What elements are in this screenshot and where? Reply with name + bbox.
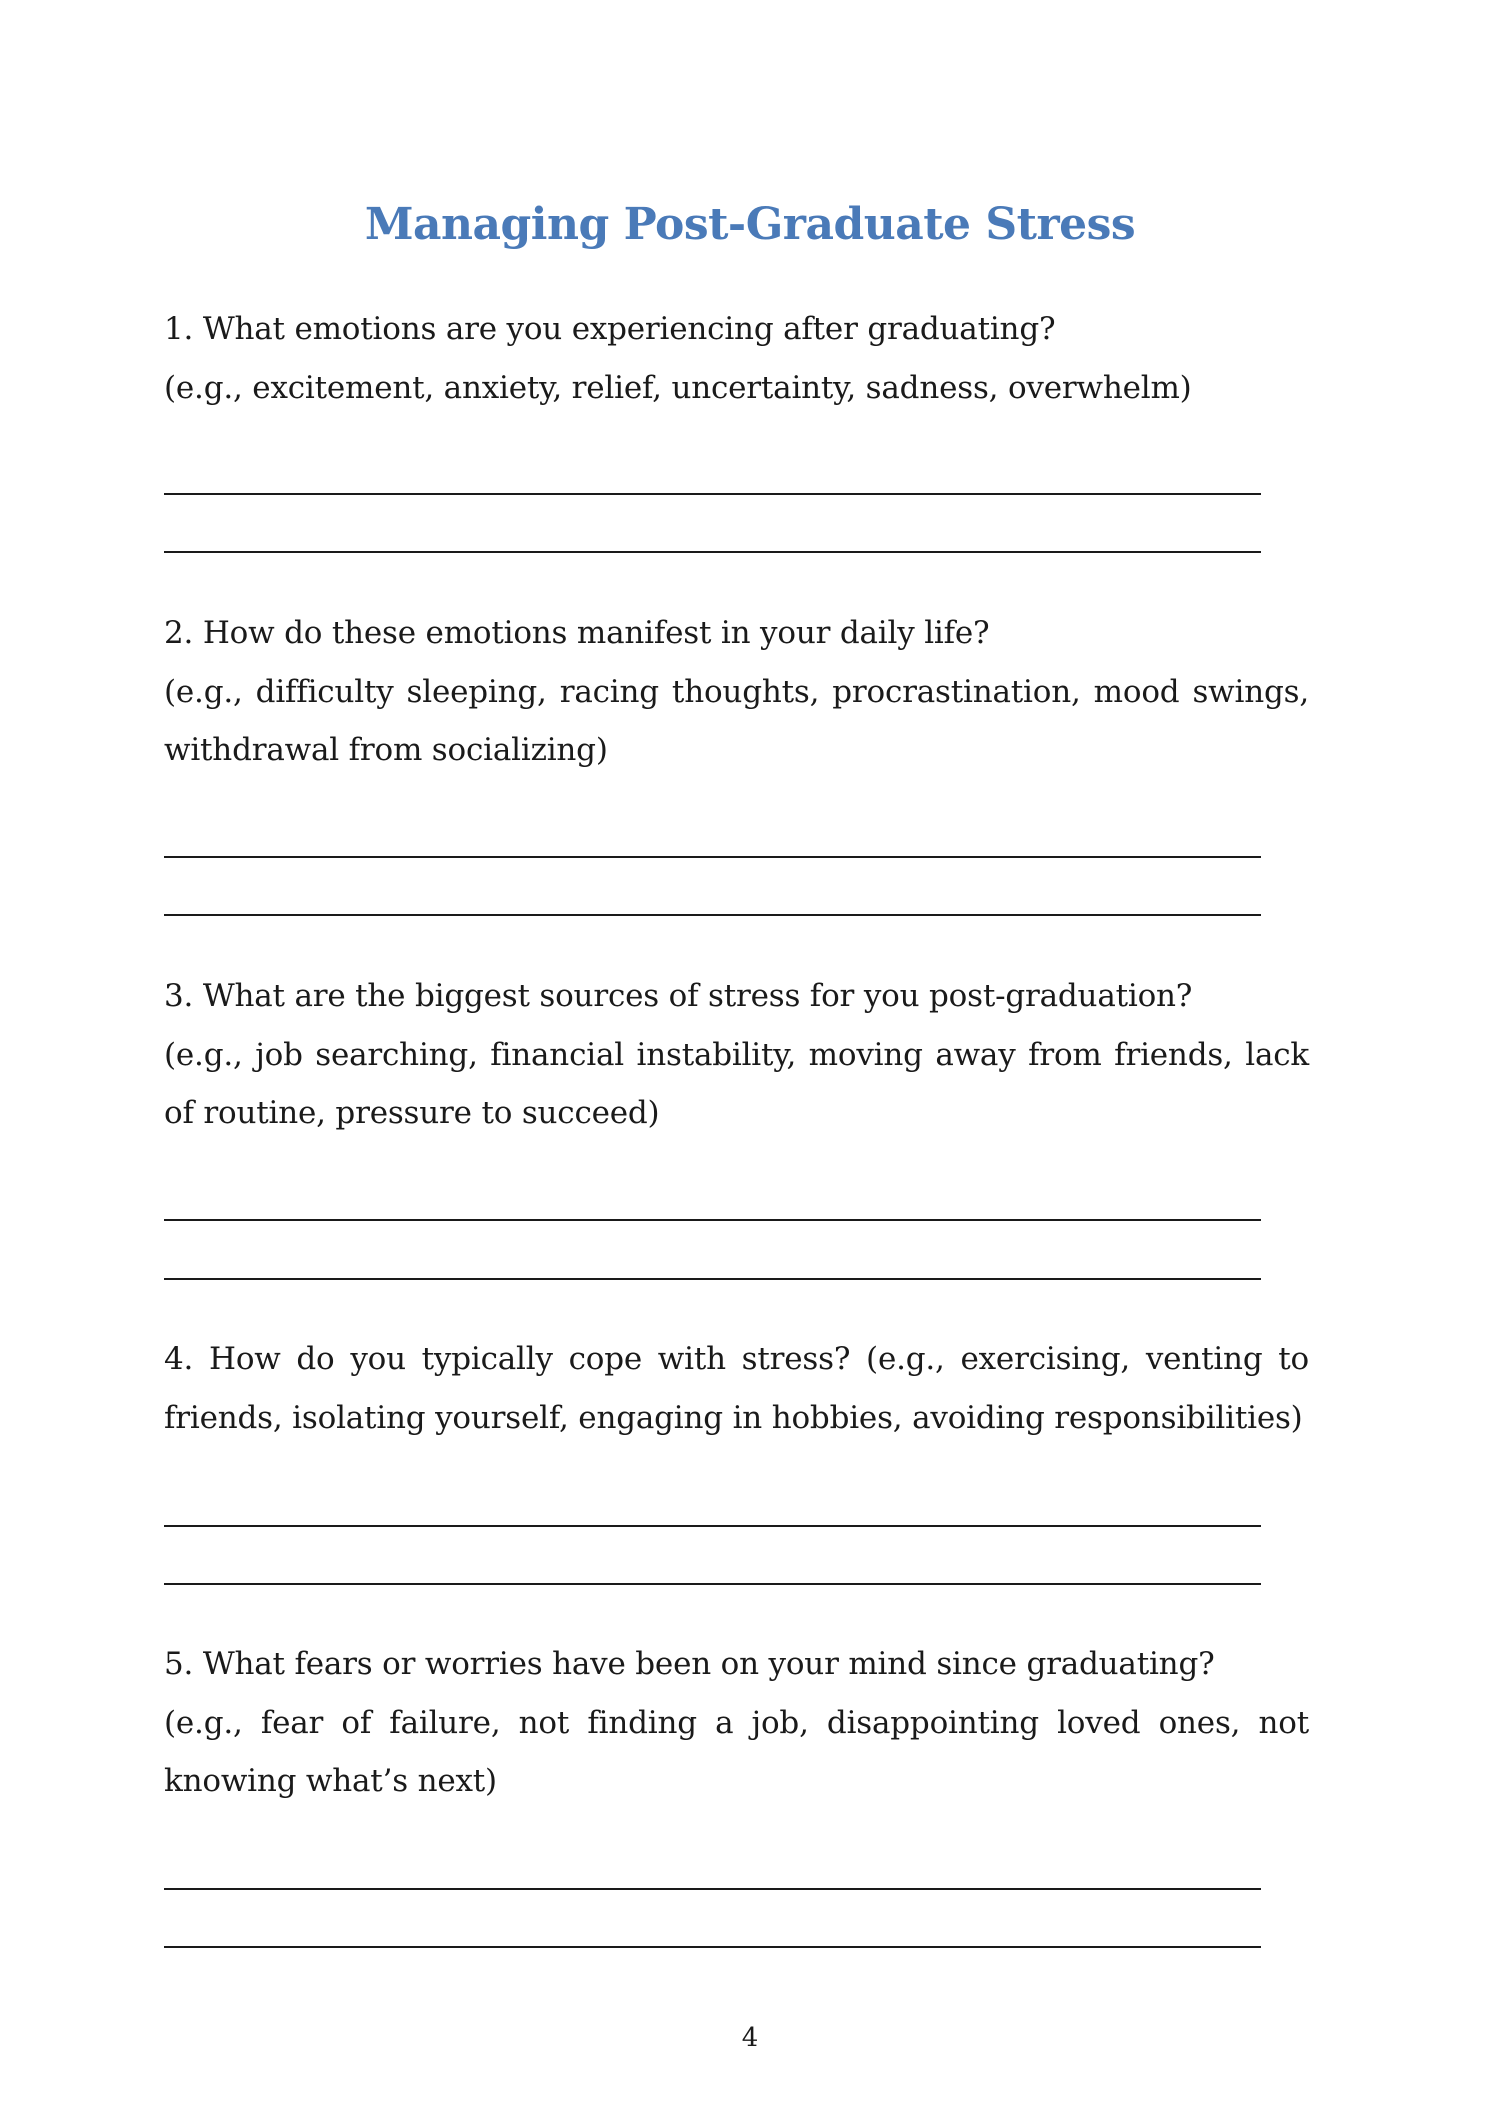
answer-line[interactable] [164,1888,1261,1890]
question-5-text: 5. What fears or worries have been on your mind since graduating? [164,1646,1215,1682]
question-3-text: 3. What are the biggest sources of stress for you post-graduation? [164,978,1193,1014]
question-4 [164,1330,1309,1447]
page-number: 4 [741,2023,759,2053]
answer-line[interactable] [164,1219,1261,1221]
answer-line[interactable] [164,856,1261,858]
question-5-examples: (e.g., fear of failure, not finding a job, disappointing loved ones, not knowing what’s next) [164,1704,1309,1799]
question-3 [164,967,1309,1143]
question-2-examples: (e.g., difficulty sleeping, racing thoughts, procrastination, mood swings, withdrawal from socializing) [164,673,1309,768]
answer-line[interactable] [164,1946,1261,1948]
question-1-text: 1. What emotions are you experiencing after graduating? [164,311,1056,347]
answer-line[interactable] [164,551,1261,553]
answer-line[interactable] [164,1525,1261,1527]
question-2 [164,604,1309,780]
question-1-examples: (e.g., excitement, anxiety, relief, uncertainty, sadness, overwhelm) [164,369,1192,406]
answer-line[interactable] [164,493,1261,495]
answer-line[interactable] [164,914,1261,916]
question-1 [164,300,1309,417]
answer-line[interactable] [164,1278,1261,1280]
question-5 [164,1635,1309,1811]
question-2-text: 2. How do these emotions manifest in your daily life? [164,615,990,651]
answer-line[interactable] [164,1583,1261,1585]
question-3-examples: (e.g., job searching, financial instability, moving away from friends, lack of routine, pressure to succeed) [164,1036,1309,1131]
question-4-text: 4. How do you typically cope with stress? (e.g., exercising, venting to friends, isolating yourself, engaging in hobbies, avoiding responsibilities) [164,1341,1309,1436]
page-title: Managing Post-Graduate Stress [364,199,1136,250]
